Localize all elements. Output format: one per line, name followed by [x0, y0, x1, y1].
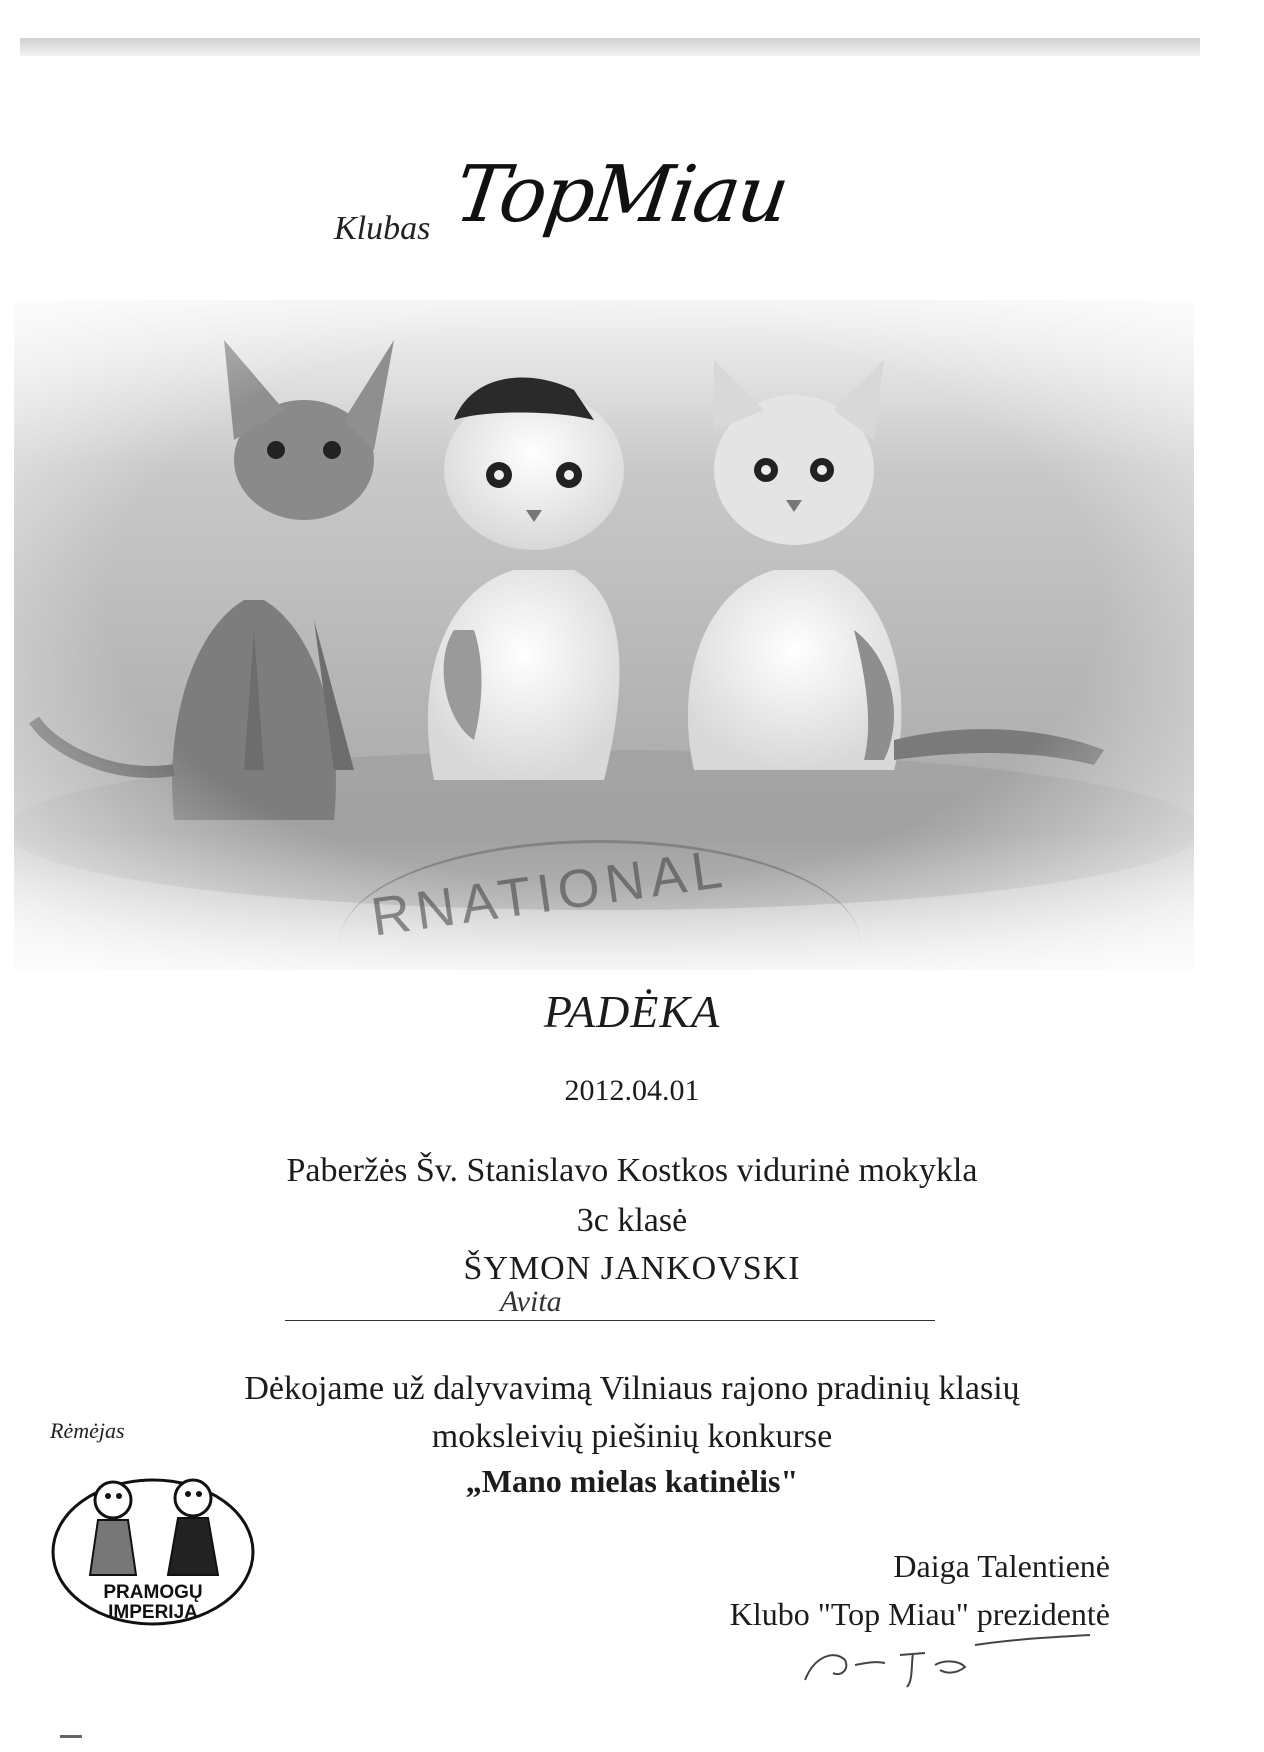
sponsor-logo-line2: IMPERIJA [108, 1602, 198, 1623]
sponsor-label: Rėmėjas [50, 1418, 125, 1443]
contest-name: „Mano mielas katinėlis" [465, 1463, 799, 1499]
sponsor-logo-line1: PRAMOGŲ [103, 1582, 203, 1603]
scan-top-band [20, 38, 1200, 56]
club-header [0, 150, 1264, 290]
thanks-line-1: Dėkojame už dalyvavimą Vilniaus rajono pradinių klasių [244, 1370, 1020, 1407]
president-signature [795, 1625, 1095, 1700]
thanks-line-2: moksleivių piešinių konkurse [431, 1418, 833, 1455]
student-name: ŠYMON JANKOVSKI [463, 1250, 801, 1287]
sponsor-logo [48, 1460, 258, 1630]
class-name: 3c klasė [576, 1202, 688, 1239]
school-name: Paberžės Šv. Stanislavo Kostkos vidurinė mokykla [286, 1152, 978, 1189]
club-prefix: Klubas [334, 210, 431, 247]
certificate-title: PADĖKA [543, 986, 721, 1037]
scan-speck [60, 1735, 82, 1738]
certificate-date: 2012.04.01 [564, 1074, 700, 1107]
signature-line [285, 1320, 935, 1321]
president-name: Daiga Talentienė [893, 1548, 1110, 1584]
student-signature: Avita [500, 1285, 562, 1318]
president-block [640, 1542, 1110, 1638]
club-logo: TopMiau [449, 150, 793, 240]
stamp-watermark: RNATIONAL [367, 838, 732, 948]
president-title: Klubo "Top Miau" prezidentė [729, 1596, 1110, 1632]
